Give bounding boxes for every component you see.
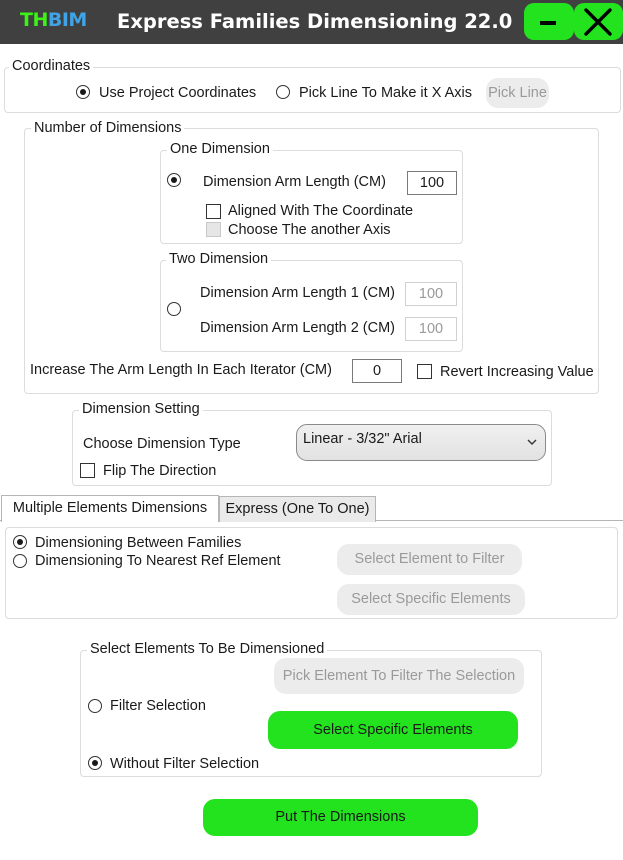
arm-length-1-label: Dimension Arm Length 1 (CM) bbox=[200, 285, 396, 301]
arm-length-1-input[interactable]: 100 bbox=[405, 282, 457, 306]
close-button[interactable] bbox=[574, 3, 623, 40]
dimension-type-select[interactable] bbox=[296, 424, 546, 461]
title-bar bbox=[0, 0, 623, 44]
choose-another-axis-checkbox[interactable] bbox=[206, 222, 221, 237]
window-title: Express Families Dimensioning 22.0 bbox=[117, 10, 513, 33]
between-families-radio[interactable] bbox=[13, 535, 27, 549]
flip-direction-label: Flip The Direction bbox=[103, 463, 217, 479]
aligned-with-coordinate-checkbox[interactable] bbox=[206, 204, 221, 219]
select-element-to-filter-button[interactable]: Select Element to Filter bbox=[337, 544, 522, 575]
logo-th: TH bbox=[20, 9, 48, 31]
minimize-button[interactable] bbox=[524, 3, 574, 40]
two-dimension-legend: Two Dimension bbox=[166, 250, 271, 268]
minimize-icon bbox=[540, 21, 556, 25]
number-of-dimensions-legend: Number of Dimensions bbox=[31, 119, 184, 137]
close-icon bbox=[581, 5, 615, 39]
tab-multiple-elements[interactable]: Multiple Elements Dimensions bbox=[1, 495, 219, 522]
without-filter-radio[interactable] bbox=[88, 756, 102, 770]
two-dimension-radio[interactable] bbox=[167, 302, 181, 316]
coordinates-legend: Coordinates bbox=[9, 57, 93, 75]
arm-length-2-label: Dimension Arm Length 2 (CM) bbox=[200, 320, 396, 336]
nearest-ref-radio[interactable] bbox=[13, 554, 27, 568]
filter-selection-radio[interactable] bbox=[88, 699, 102, 713]
dimension-type-label: Choose Dimension Type bbox=[83, 436, 241, 452]
increase-arm-length-input[interactable]: 0 bbox=[352, 359, 402, 383]
select-specific-elements-button-disabled[interactable]: Select Specific Elements bbox=[337, 584, 525, 615]
flip-direction-checkbox[interactable] bbox=[80, 463, 95, 478]
one-dimension-radio[interactable] bbox=[167, 173, 181, 187]
pick-line-button[interactable]: Pick Line bbox=[486, 78, 549, 108]
arm-length-2-input[interactable]: 100 bbox=[405, 317, 457, 341]
tab-express-one-to-one[interactable]: Express (One To One) bbox=[219, 496, 376, 522]
use-project-coordinates-label: Use Project Coordinates bbox=[99, 85, 257, 101]
arm-length-input[interactable]: 100 bbox=[407, 171, 457, 195]
chevron-down-icon bbox=[527, 439, 537, 446]
aligned-with-coordinate-label: Aligned With The Coordinate bbox=[228, 203, 414, 219]
select-specific-elements-button[interactable]: Select Specific Elements bbox=[268, 711, 518, 749]
dimension-type-value: Linear - 3/32" Arial bbox=[303, 431, 422, 447]
pick-element-to-filter-button[interactable]: Pick Element To Filter The Selection bbox=[274, 658, 524, 694]
nearest-ref-label: Dimensioning To Nearest Ref Element bbox=[35, 553, 281, 569]
logo-bim: BIM bbox=[47, 9, 87, 31]
app-logo bbox=[20, 7, 87, 33]
one-dimension-legend: One Dimension bbox=[167, 140, 273, 158]
put-the-dimensions-button[interactable]: Put The Dimensions bbox=[203, 799, 478, 836]
select-elements-legend: Select Elements To Be Dimensioned bbox=[87, 640, 327, 658]
use-project-coordinates-radio[interactable] bbox=[76, 85, 90, 99]
choose-another-axis-label: Choose The another Axis bbox=[228, 222, 391, 238]
between-families-label: Dimensioning Between Families bbox=[35, 535, 242, 551]
filter-selection-label: Filter Selection bbox=[110, 698, 206, 714]
without-filter-label: Without Filter Selection bbox=[110, 756, 260, 772]
dimension-setting-legend: Dimension Setting bbox=[79, 400, 203, 418]
pick-line-radio[interactable] bbox=[276, 85, 290, 99]
revert-increasing-label: Revert Increasing Value bbox=[440, 364, 594, 380]
arm-length-label: Dimension Arm Length (CM) bbox=[203, 174, 386, 190]
pick-line-label: Pick Line To Make it X Axis bbox=[299, 85, 473, 101]
revert-increasing-checkbox[interactable] bbox=[417, 364, 432, 379]
increase-arm-length-label: Increase The Arm Length In Each Iterator (CM) bbox=[30, 362, 332, 378]
